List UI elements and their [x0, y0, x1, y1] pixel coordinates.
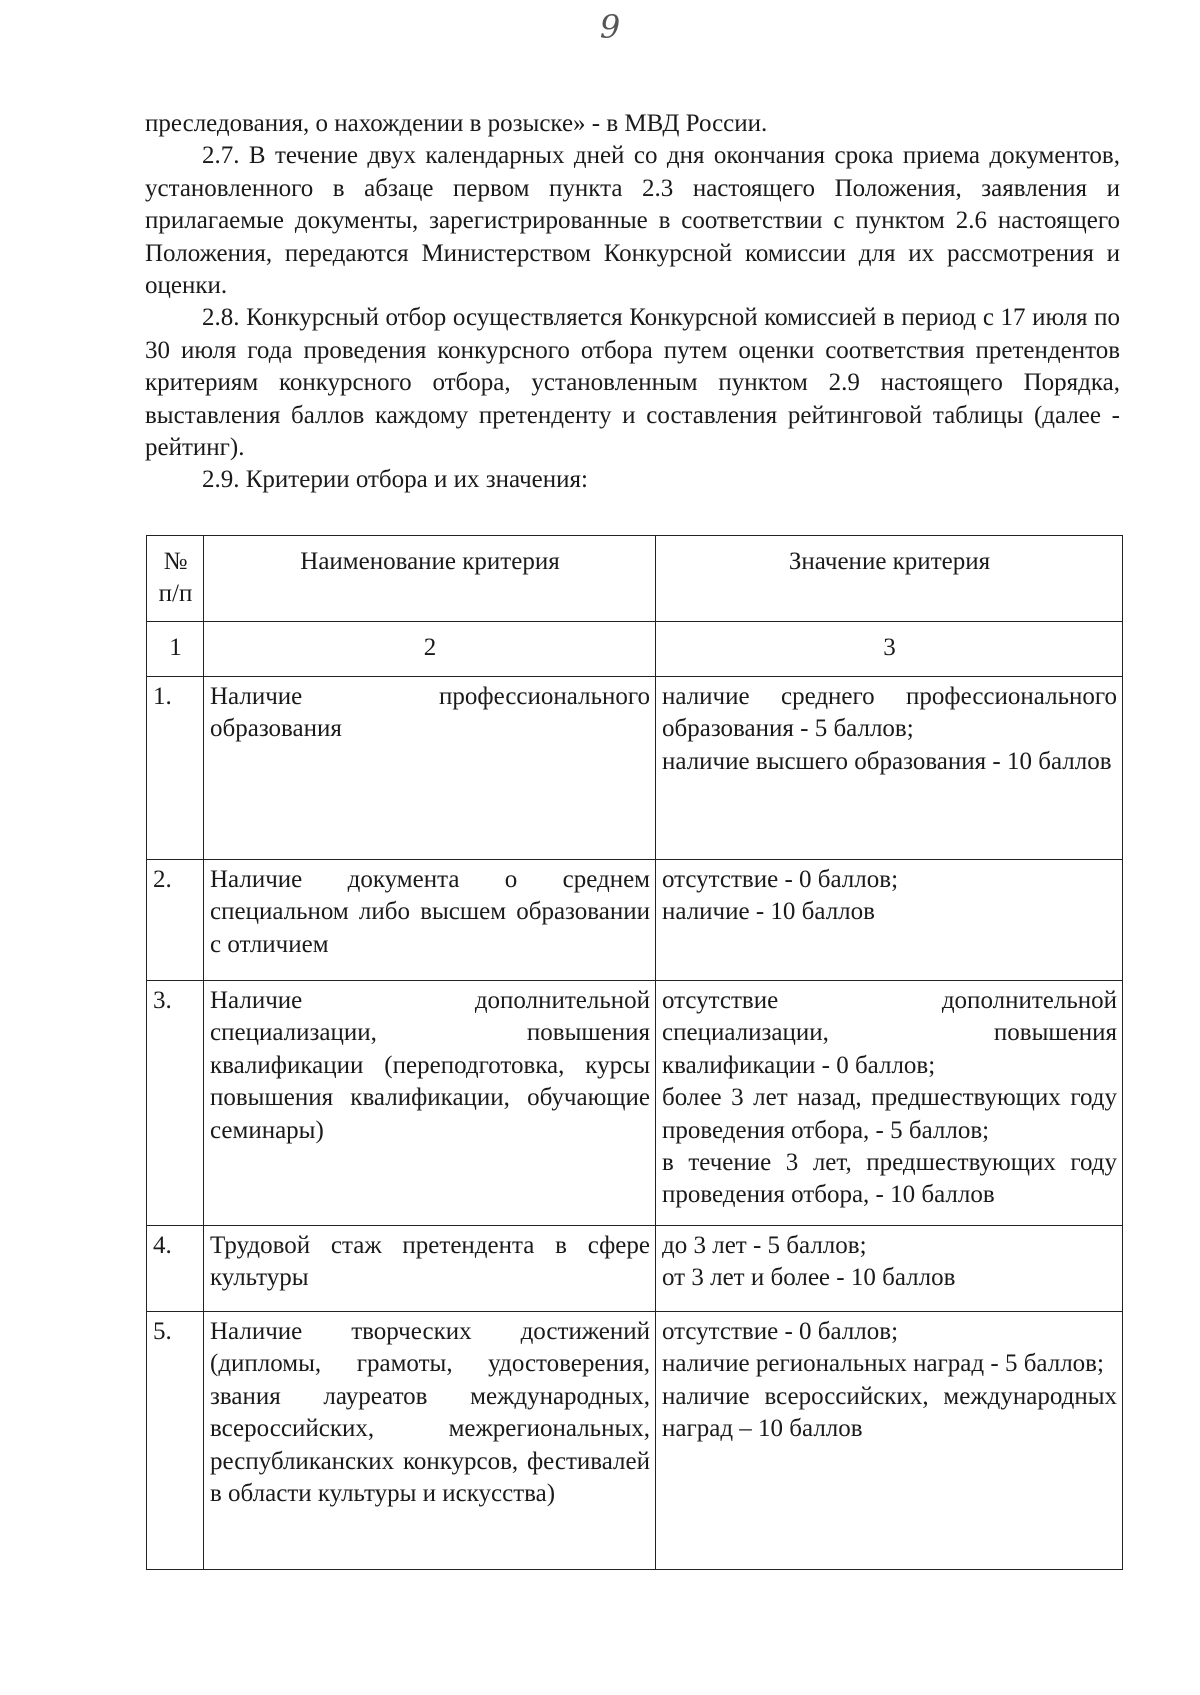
table-header-row: [147, 536, 1123, 622]
criteria-table: [146, 535, 1123, 1570]
criterion-name: Трудовой стаж претендента в сфере культуры: [204, 1226, 656, 1312]
value-line: более 3 лет назад, предшествующих году проведения отбора, - 5 баллов;: [662, 1084, 1117, 1144]
table-row: [147, 1312, 1123, 1570]
criterion-name: Наличие профессионального образования: [204, 677, 656, 860]
column-number: 3: [656, 622, 1123, 677]
criterion-value: [656, 981, 1123, 1226]
column-number: 1: [147, 622, 204, 677]
column-number: 2: [204, 622, 656, 677]
value-line: отсутствие - 0 баллов;: [662, 866, 899, 893]
row-number: 1.: [147, 677, 204, 860]
value-line: отсутствие - 0 баллов;: [662, 1318, 899, 1345]
header-criterion-name: Наименование критерия: [204, 536, 656, 622]
header-criterion-value: Значение критерия: [656, 536, 1123, 622]
paragraph-continuation: преследования, о нахождении в розыске» - в МВД России.: [145, 110, 768, 137]
criterion-value: [656, 860, 1123, 981]
value-line: наличие региональных наград - 5 баллов;: [662, 1350, 1104, 1378]
value-line: наличие среднего профессионального образования - 5 баллов;: [662, 683, 1117, 743]
value-line: наличие высшего образования - 10 баллов: [662, 747, 1112, 775]
header-number: № п/п: [147, 536, 204, 622]
row-number: 5.: [147, 1312, 204, 1570]
row-number: 2.: [147, 860, 204, 981]
value-line: от 3 лет и более - 10 баллов: [662, 1264, 956, 1292]
value-line: отсутствие дополнительной специализации, повышения квалификации - 0 баллов;: [662, 987, 1117, 1079]
table-row: [147, 860, 1123, 981]
row-number: 3.: [147, 981, 204, 1226]
table-row: [147, 1226, 1123, 1312]
table-column-numbers-row: [147, 622, 1123, 677]
table-row: [147, 677, 1123, 860]
paragraph-2-9: 2.9. Критерии отбора и их значения:: [202, 466, 588, 494]
criterion-name: Наличие дополнительной специализации, повышения квалификации (переподготовка, курсы повышения квалификации, обучающие семинары): [204, 981, 656, 1226]
value-line: наличие всероссийских, международных наград – 10 баллов: [662, 1382, 1117, 1443]
criterion-value: [656, 677, 1123, 860]
row-number: 4.: [147, 1226, 204, 1312]
paragraph-2-7: 2.7. В течение двух календарных дней со дня окончания срока приема документов, установленного в абзаце первом пункта 2.3 настоящего Положения, заявления и прилагаемые документы, зарегистрированные в соответствии с пунктом 2.6 настоящего Положения, передаются Министерством Конкурсной комиссии для их рассмотрения и оценки.: [145, 142, 1120, 300]
table-row: [147, 981, 1123, 1226]
criterion-name: Наличие творческих достижений (дипломы, грамоты, удостоверения, звания лауреатов международных, всероссийских, межрегиональных, республиканских конкурсов, фестивалей в области культуры и искусства): [204, 1312, 656, 1570]
criterion-value: [656, 1312, 1123, 1570]
criterion-name: Наличие документа о среднем специальном либо высшем образовании с отличием: [204, 860, 656, 981]
criterion-value: [656, 1226, 1123, 1312]
value-line: в течение 3 лет, предшествующих году проведения отбора, - 10 баллов: [662, 1149, 1117, 1209]
page-number: 9: [599, 8, 621, 46]
paragraph-2-8: 2.8. Конкурсный отбор осуществляется Конкурсной комиссией в период с 17 июля по 30 июля года проведения конкурсного отбора путем оценки соответствия претендентов критериям конкурсного отбора, установленным пунктом 2.9 настоящего Порядка, выставления баллов каждому претенденту и составления рейтинговой таблицы (далее - рейтинг).: [145, 304, 1120, 462]
document-body: [145, 108, 1120, 497]
value-line: наличие - 10 баллов: [662, 898, 875, 926]
value-line: до 3 лет - 5 баллов;: [662, 1232, 867, 1259]
